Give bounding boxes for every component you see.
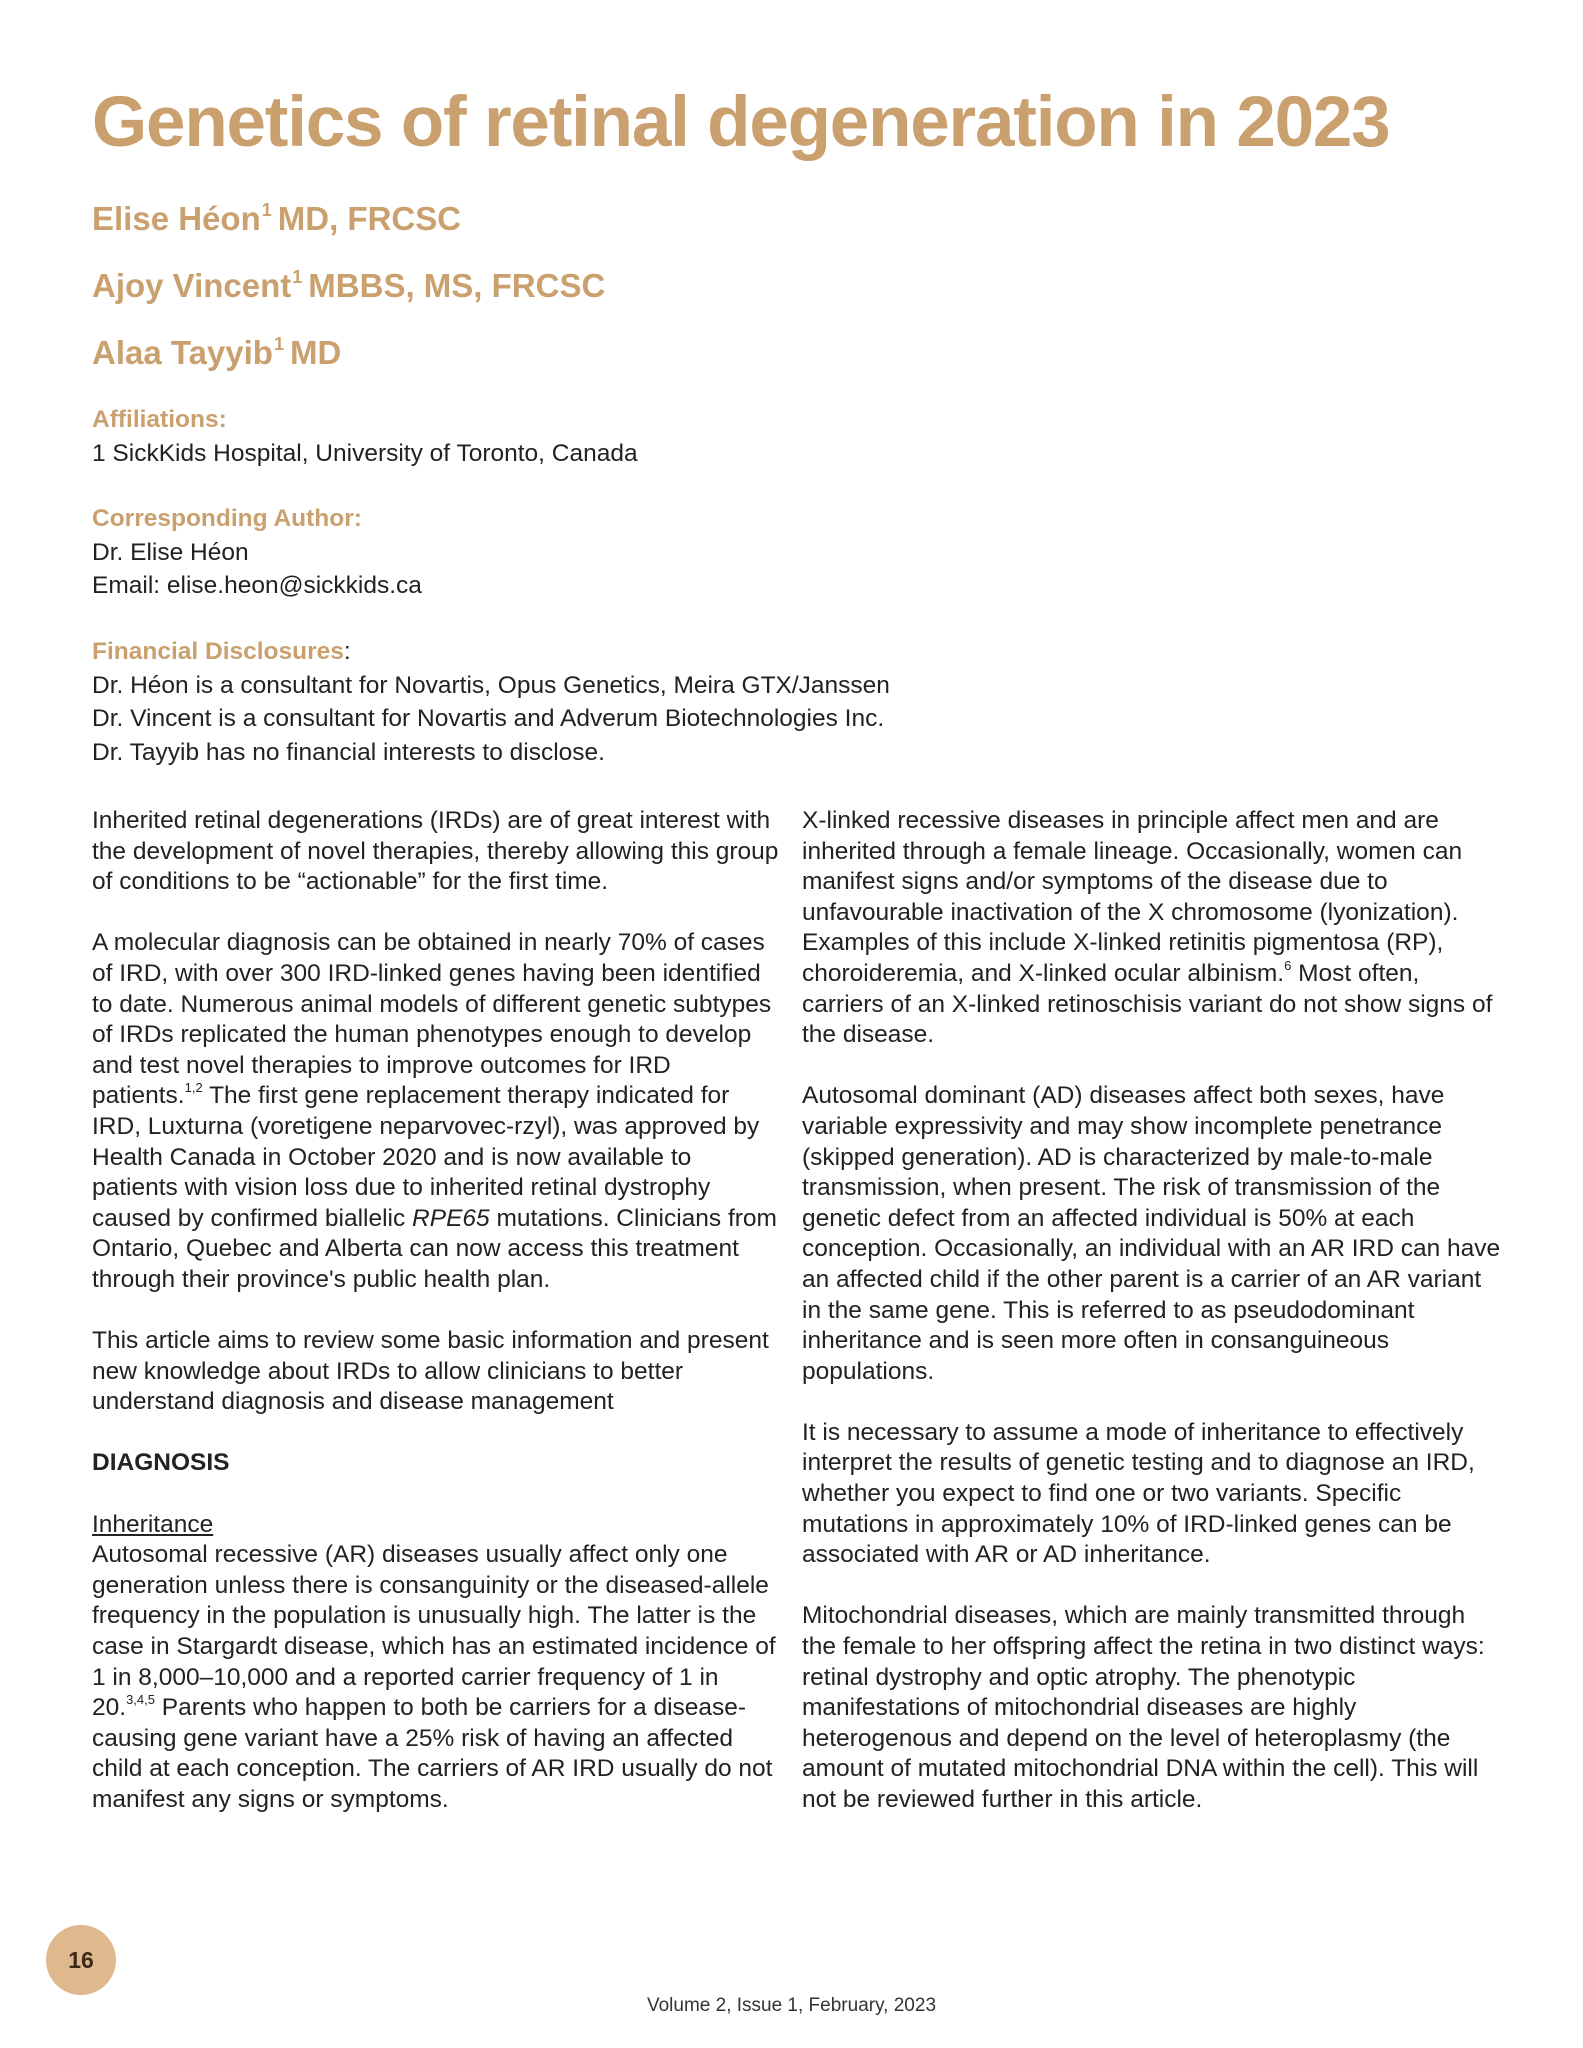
disclosures-colon: : xyxy=(343,638,351,665)
affiliations-section xyxy=(92,403,992,470)
author-credentials: MD, FRCSC xyxy=(277,200,462,237)
subheading-inheritance: Inheritance xyxy=(92,1510,214,1538)
section-heading-diagnosis: DIAGNOSIS xyxy=(92,1449,230,1477)
author-name: Elise Héon xyxy=(92,200,261,237)
author-credentials: MBBS, MS, FRCSC xyxy=(308,267,606,304)
disclosures-heading: Financial Disclosures xyxy=(92,638,344,665)
author-affiliation-mark: 1 xyxy=(292,267,303,287)
paragraph-text: Parents who happen to both be carriers for a disease-causing gene variant have a 25% risk of having an affected child at each conception. The carriers of AR IRD usually do not manifest any signs or symptoms. xyxy=(92,1694,773,1813)
affiliation-line: 1 SickKids Hospital, University of Toronto, Canada xyxy=(92,439,638,467)
x-linked-paragraph xyxy=(802,806,1504,1051)
corresponding-email: Email: elise.heon@sickkids.ca xyxy=(92,572,422,599)
inheritance-mode-paragraph: It is necessary to assume a mode of inheritance to effectively interpret the results of genetic testing and to diagnose an IRD, whether you expect to find one or two variants. Specific mutations in approximately 10% of IRD-linked genes can be associated with AR or AD inheritance. xyxy=(802,1418,1475,1569)
affiliations-heading: Affiliations: xyxy=(92,406,227,433)
intro-paragraph: Inherited retinal degenerations (IRDs) are of great interest with the development of novel therapies, thereby allowing this group of conditions to be “actionable” for the first time. xyxy=(92,807,779,896)
article-title: Genetics of retinal degeneration in 2023 xyxy=(92,83,1390,162)
author-affiliation-mark: 1 xyxy=(261,200,272,220)
disclosure-line: Dr. Héon is a consultant for Novartis, Opus Genetics, Meira GTX/Janssen xyxy=(92,671,890,699)
page-number-badge: 16 xyxy=(46,1925,116,1995)
author-name: Ajoy Vincent xyxy=(92,267,292,304)
author-3 xyxy=(92,326,341,373)
right-column xyxy=(802,806,1504,1846)
molecular-diagnosis-paragraph xyxy=(92,928,782,1295)
author-2 xyxy=(92,259,605,306)
footer-issue-info: Volume 2, Issue 1, February, 2023 xyxy=(646,1995,937,2016)
paragraph-text: Most often, carriers of an X-linked retinoschisis variant do not show signs of the disease. xyxy=(802,959,1493,1049)
author-credentials: MD xyxy=(289,334,342,371)
gene-name: RPE65 xyxy=(412,1204,490,1232)
mitochondrial-paragraph: Mitochondrial diseases, which are mainly transmitted through the female to her offspring affect the retina in two distinct ways: retinal dystrophy and optic atrophy. The phenotypic manifestations of mitochondrial diseases are highly heterogenous and depend on the level of heteroplasmy (the amount of mutated mitochondrial DNA within the cell). This will not be reviewed further in this article. xyxy=(802,1602,1485,1813)
aim-paragraph: This article aims to review some basic information and present new knowledge about IRDs to allow clinicians to better understand diagnosis and disease management xyxy=(92,1327,769,1416)
corresponding-heading: Corresponding Author: xyxy=(92,505,362,532)
citation: 3,4,5 xyxy=(126,1692,155,1708)
paragraph-text: The first gene replacement therapy indicated for IRD, Luxturna (voretigene neparvovec-rzyl), was approved by Health Canada in October 2020 and is now available to patients with vision loss due to inherited retinal dystrophy caused by confirmed biallelic xyxy=(92,1082,760,1232)
citation: 6 xyxy=(1284,957,1292,973)
paragraph-text: mutations. Clinicians from Ontario, Quebec and Alberta can now access this treatment through their province's public health plan. xyxy=(92,1204,777,1293)
autosomal-dominant-paragraph: Autosomal dominant (AD) diseases affect both sexes, have variable expressivity and may show incomplete penetrance (skipped generation). AD is characterized by male-to-male transmission, when present. The risk of transmission of the genetic defect from an affected individual is 50% at each conception. Occasionally, an individual with an AR IRD can have an affected child if the other parent is a carrier of an AR variant in the same gene. This is referred to as pseudodominant inheritance and is seen more often in consanguineous populations. xyxy=(802,1082,1501,1385)
autosomal-recessive-paragraph xyxy=(92,1540,782,1815)
paragraph-text: A molecular diagnosis can be obtained in nearly 70% of cases of IRD, with over 300 IRD-linked genes having been identified to date. Numerous animal models of different genetic subtypes of IRDs replicated the human phenotypes enough to develop and test novel therapies to improve outcomes for IRD patients. xyxy=(92,929,772,1110)
author-name: Alaa Tayyib xyxy=(92,334,273,371)
disclosure-line: Dr. Vincent is a consultant for Novartis and Adverum Biotechnologies Inc. xyxy=(92,705,885,732)
corresponding-name: Dr. Elise Héon xyxy=(92,538,249,566)
author-1 xyxy=(92,192,461,239)
corresponding-author-section xyxy=(92,502,992,603)
disclosures-section xyxy=(92,635,992,769)
left-column xyxy=(92,806,782,1846)
paragraph-text: X-linked recessive diseases in principle affect men and are inherited through a female lineage. Occasionally, women can manifest signs and/or symptoms of the disease due to unfavourable inactivation of the X chromosome (lyonization). Examples of this include X-linked retinitis pigmentosa (RP), choroideremia, and X-linked ocular albinism. xyxy=(802,807,1463,987)
author-affiliation-mark: 1 xyxy=(273,334,284,354)
disclosure-line: Dr. Tayyib has no financial interests to disclose. xyxy=(92,738,605,766)
paragraph-text: Autosomal recessive (AR) diseases usually affect only one generation unless there is consanguinity or the diseased-allele frequency in the population is unusually high. The latter is the case in Stargardt disease, which has an estimated incidence of 1 in 8,000–10,000 and a reported carrier frequency of 1 in 20. xyxy=(92,1541,776,1722)
citation: 1,2 xyxy=(184,1080,203,1096)
